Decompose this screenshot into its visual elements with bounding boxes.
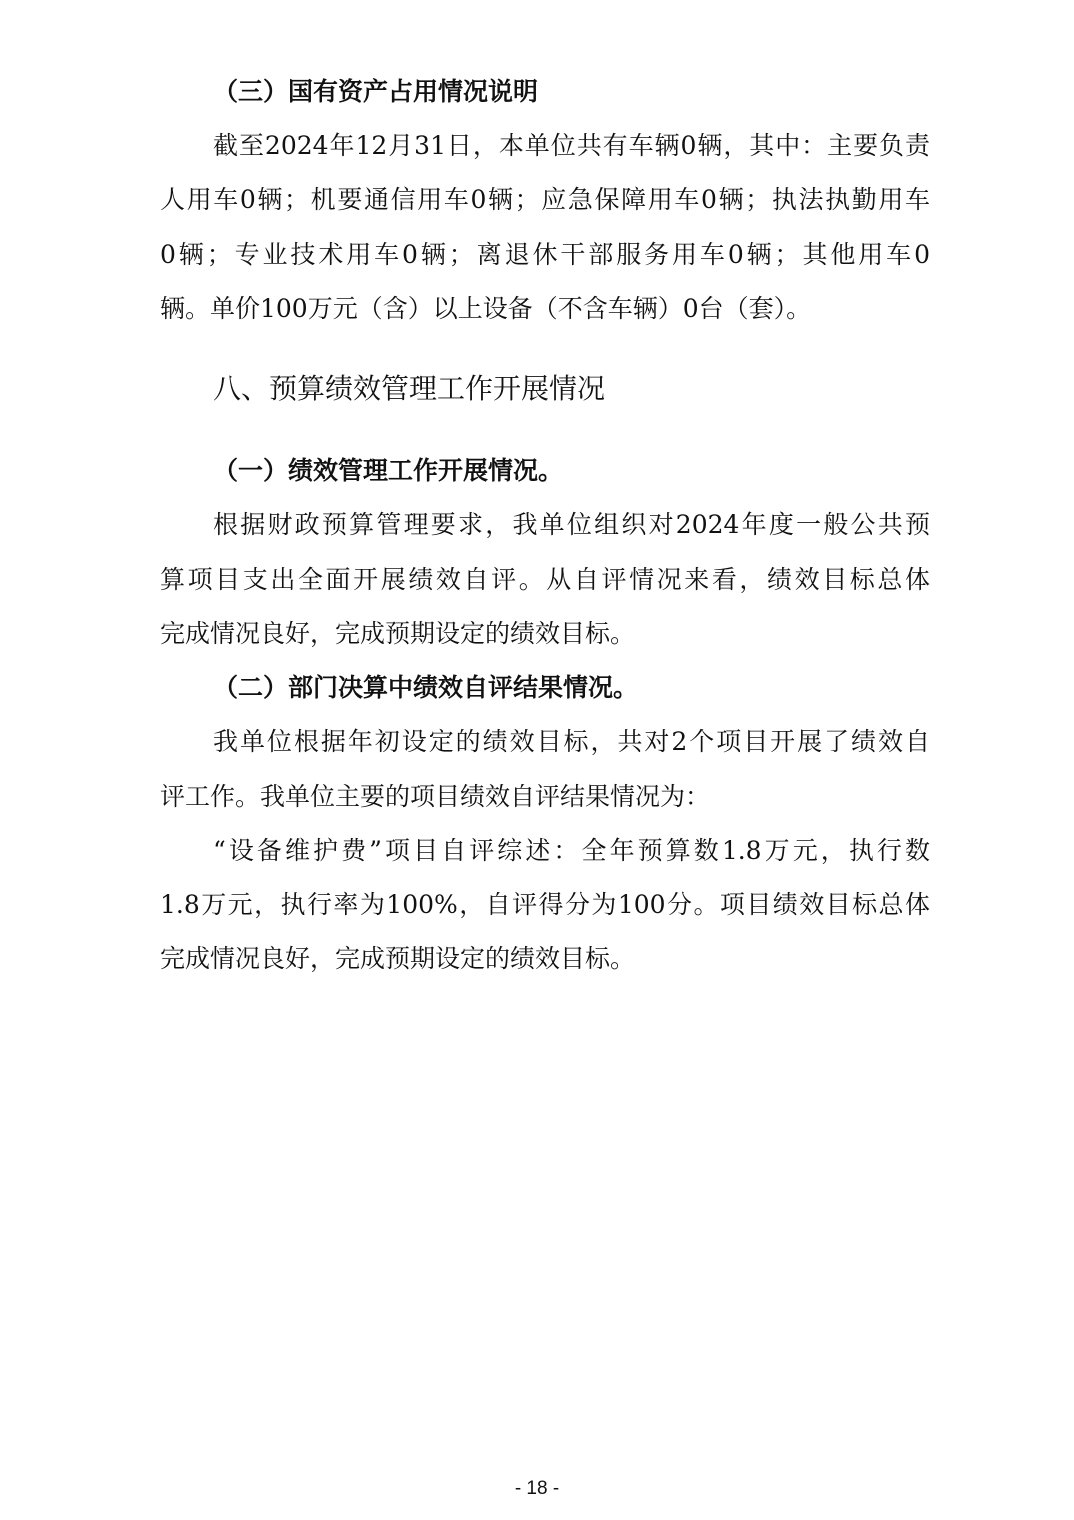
section-heading-performance-management: （一）绩效管理工作开展情况。: [213, 456, 564, 485]
section-heading-self-evaluation: （二）部门决算中绩效自评结果情况。: [213, 673, 639, 702]
chapter-heading-performance: 八、预算绩效管理工作开展情况: [213, 372, 606, 405]
section-heading-assets: （三）国有资产占用情况说明: [213, 77, 539, 106]
paragraph-line: 截至2024年12月31日，本单位共有车辆0辆，其中：主要负责: [213, 131, 930, 160]
paragraph-line: 0辆；专业技术用车0辆；离退休干部服务用车0辆；其他用车0: [160, 240, 930, 269]
paragraph-line: 人用车0辆；机要通信用车0辆；应急保障用车0辆；执法执勤用车: [160, 185, 930, 214]
paragraph-line: 辆。单价100万元（含）以上设备（不含车辆）0台（套）。: [160, 294, 812, 323]
page-number: - 18 -: [514, 1478, 560, 1499]
paragraph-line: 完成情况良好，完成预期设定的绩效目标。: [160, 944, 636, 973]
paragraph-line: 完成情况良好，完成预期设定的绩效目标。: [160, 619, 636, 648]
paragraph-line: 算项目支出全面开展绩效自评。从自评情况来看，绩效目标总体: [160, 565, 930, 594]
paragraph-line: 评工作。我单位主要的项目绩效自评结果情况为：: [160, 782, 711, 811]
paragraph-line: 我单位根据年初设定的绩效目标，共对2个项目开展了绩效自: [213, 727, 930, 756]
paragraph-line: 根据财政预算管理要求，我单位组织对2024年度一般公共预: [213, 510, 930, 539]
paragraph-line: 1.8万元，执行率为100%，自评得分为100分。项目绩效目标总体: [160, 890, 930, 919]
paragraph-line: “设备维护费”项目自评综述：全年预算数1.8万元，执行数: [213, 836, 930, 865]
